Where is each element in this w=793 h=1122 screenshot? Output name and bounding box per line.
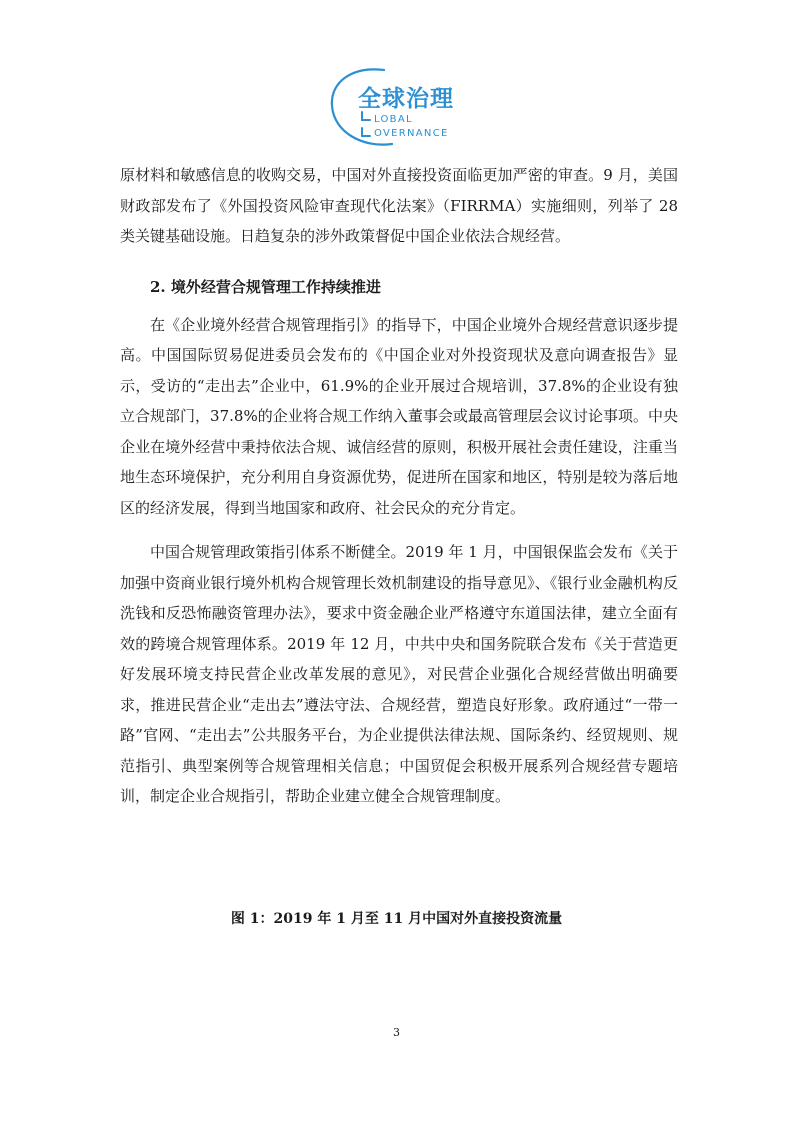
paragraph-compliance-awareness: 在《企业境外经营合规管理指引》的指导下，中国企业境外合规经营意识逐步提高。中国国际贸易促进委员会发布的《中国企业对外投资现状及意向调查报告》显示，受访的“走出去”企业中，61.9%的企业开展过合规培训，37.8%的企业设有独立合规部门，37.8%的企业将合规工作纳入董事会或最高管理层会议讨论事项。中央企业在境外经营中秉持依法合规、诚信经营的原则，积极开展社会责任建设，注重当地生态环境保护，充分利用自身资源优势，促进所在国家和地区，特别是较为落后地区的经济发展，得到当地国家和政府、社会民众的充分肯定。 [120, 315, 678, 517]
paragraph-policy-system: 中国合规管理政策指引体系不断健全。2019 年 1 月，中国银保监会发布《关于加强中资商业银行境外机构合规管理长效机制建设的指导意见》、《银行业金融机构反洗钱和反恐怖融资管理办法》，要求中资金融企业严格遵守东道国法律，建立全面有效的跨境合规管理体系。2019 年 12 月，中共中央和国务院联合发布《关于营造更好发展环境支持民营企业改革发展的意见》，对民营企业强化合规经营做出明确要求，推进民营企业“走出去”遵法守法、合规经营，塑造良好形象。政府通过“一带一路”官网、“走出去”公共服务平台，为企业提供法律法规、国际条约、经贸规则、规范指引、典型案例等合规管理相关信息；中国贸促会积极开展系列合规经营专题培训，制定企业合规指引，帮助企业建立健全合规管理制度。 [120, 543, 678, 805]
document-body [120, 160, 678, 812]
logo-english-line2: OVERNANCE [374, 128, 449, 139]
global-governance-logo [322, 62, 482, 154]
page-number: 3 [393, 1026, 400, 1039]
logo-english-line1: LOBAL [374, 114, 413, 125]
section-heading: 2. 境外经营合规管理工作持续推进 [150, 277, 381, 296]
logo-chinese-text: 全球治理 [358, 86, 454, 112]
figure-caption: 图 1：2019 年 1 月至 11 月中国对外直接投资流量 [230, 911, 563, 927]
paragraph-continuation: 原材料和敏感信息的收购交易，中国对外直接投资面临更加严密的审查。9 月，美国财政部发布了《外国投资风险审查现代化法案》（FIRRMA）实施细则，列举了 28 类关键基础设施。日趋复杂的涉外政策督促中国企业依法合规经营。 [120, 166, 678, 245]
